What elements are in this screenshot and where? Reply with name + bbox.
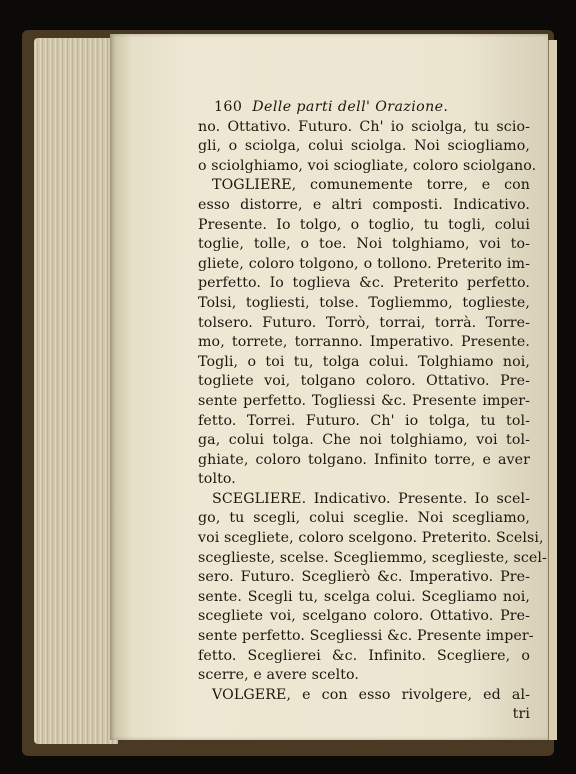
text-line: sente perfetto. Scegliessi &c. Presente imper- [198,628,534,645]
page-number: 160 [214,99,243,115]
text-line: sero. Futuro. Sceglierò &c. Imperativo. Pre- [198,569,530,586]
text-line: toglie, tolle, o toe. Noi tolghiamo, voi to- [198,236,530,253]
text-line: togliete voi, tolgano coloro. Ottativo. Pre- [198,373,530,390]
text-line: voi scegliete, coloro scelgono. Preterito. Scelsi, [198,530,544,547]
next-leaf-edge [548,40,557,740]
text-line: ghiate, coloro tolgano. Infinito torre, e aver [198,451,530,468]
running-header [198,98,530,118]
text-line: ga, colui tolga. Che noi tolghiamo, voi tol- [198,432,530,449]
page-edges [34,38,118,744]
text-line: sceglieste, scelse. Scegliemmo, sceglieste, scel- [198,549,547,566]
text-line: mo, torrete, torranno. Imperativo. Presente. [198,334,530,351]
page-text [198,98,547,725]
text-line: scerre, e avere scelto. [198,667,360,684]
text-line: scegliete voi, scelgano coloro. Ottativo. Pre- [198,608,530,625]
text-line: SCEGLIERE. Indicativo. Presente. Io scel- [212,490,530,507]
text-line: tolto. [198,471,236,488]
text-line: esso distorre, e altri composti. Indicativo. [198,196,530,213]
text-line: sente. Scegli tu, scelga colui. Scegliamo noi, [198,588,530,605]
text-line: Presente. Io tolgo, o toglio, tu togli, colui [198,216,530,233]
text-line: fetto. Sceglierei &c. Infinito. Scegliere, o [198,647,530,664]
text-line: fetto. Torrei. Futuro. Ch' io tolga, tu tol- [198,412,530,429]
text-line: Togli, o toi tu, tolga colui. Tolghiamo noi, [198,353,530,370]
text-line: TOGLIERE, comunemente torre, e con [212,177,530,194]
text-line: sente perfetto. Togliessi &c. Presente imper- [198,392,530,409]
text-line: gliete, coloro tolgono, o tollono. Preterito im- [198,255,530,272]
text-line: perfetto. Io toglieva &c. Preterito perfetto. [198,275,530,292]
text-line: no. Ottativo. Futuro. Ch' io sciolga, tu scio- [198,118,530,135]
text-line: VOLGERE, e con esso rivolgere, ed al- [212,686,530,703]
running-title: Delle parti dell' Orazione. [252,99,449,115]
text-line: go, tu scegli, colui sceglie. Noi scegliamo, [198,510,530,527]
text-line: tolsero. Futuro. Torrò, torrai, torrà. Torre- [198,314,530,331]
catchword: tri [512,706,530,723]
text-line: gli, o sciolga, colui sciolga. Noi sciogliamo, [198,138,530,155]
text-line: o sciolghiamo, voi sciogliate, coloro sciolgano. [198,157,537,174]
text-line: Tolsi, togliesti, tolse. Togliemmo, toglieste, [198,294,530,311]
